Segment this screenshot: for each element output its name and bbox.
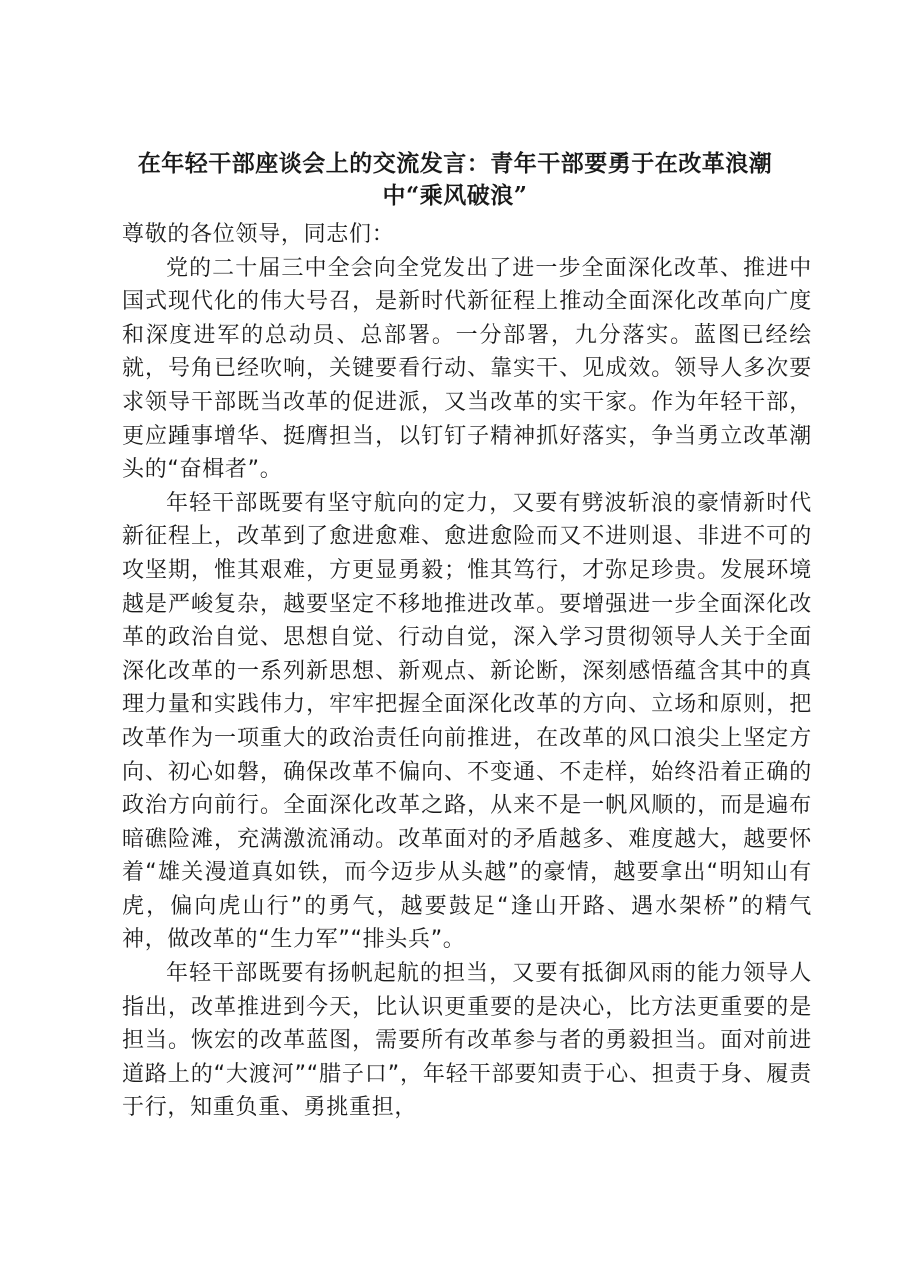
document-body xyxy=(122,218,812,1125)
document-title: 在年轻干部座谈会上的交流发言：青年干部要勇于在改革浪潮中“乘风破浪” xyxy=(137,150,773,209)
paragraph-2: 年轻干部既要有坚守航向的定力，又要有劈波斩浪的豪情新时代新征程上，改革到了愈进愈难、愈进愈险而又不进则退、非进不可的攻坚期，惟其艰难，方更显勇毅；惟其笃行，才弥足珍贵。发展环境越是严峻复杂，越要坚定不移地推进改革。要增强进一步全面深化改革的政治自觉、思想自觉、行动自觉，深入学习贯彻领导人关于全面深化改革的一系列新思想、新观点、新论断，深刻感悟蕴含其中的真理力量和实践伟力，牢牢把握全面深化改革的方向、立场和原则，把改革作为一项重大的政治责任向前推进，在改革的风口浪尖上坚定方向、初心如磐，确保改革不偏向、不变通、不走样，始终沿着正确的政治方向前行。全面深化改革之路，从来不是一帆风顺的，而是遍布暗礁险滩，充满激流涌动。改革面对的矛盾越多、难度越大，越要怀着“雄关漫道真如铁，而今迈步从头越”的豪情，越要拿出“明知山有虎，偏向虎山行”的勇气，越要鼓足“逢山开路、遇水架桥”的精气神，做改革的“生力军”“排头兵”。 xyxy=(122,490,812,953)
paragraph-3: 年轻干部既要有扬帆起航的担当，又要有抵御风雨的能力领导人指出，改革推进到今天，比认识更重要的是决心，比方法更重要的是担当。恢宏的改革蓝图，需要所有改革参与者的勇毅担当。面对前进道路上的“大渡河”“腊子口”，年轻干部要知责于心、担责于身、履责于行，知重负重、勇挑重担， xyxy=(122,961,812,1121)
salutation: 尊敬的各位领导，同志们： xyxy=(122,222,395,247)
paragraph-1: 党的二十届三中全会向全党发出了进一步全面深化改革、推进中国式现代化的伟大号召，是新时代新征程上推动全面深化改革向广度和深度进军的总动员、总部署。一分部署，九分落实。蓝图已经绘就，号角已经吹响，关键要看行动、靠实干、见成效。领导人多次要求领导干部既当改革的促进派，又当改革的实干家。作为年轻干部，更应踵事增华、挺膺担当，以钉钉子精神抓好落实，争当勇立改革潮头的“奋楫者”。 xyxy=(122,255,812,483)
